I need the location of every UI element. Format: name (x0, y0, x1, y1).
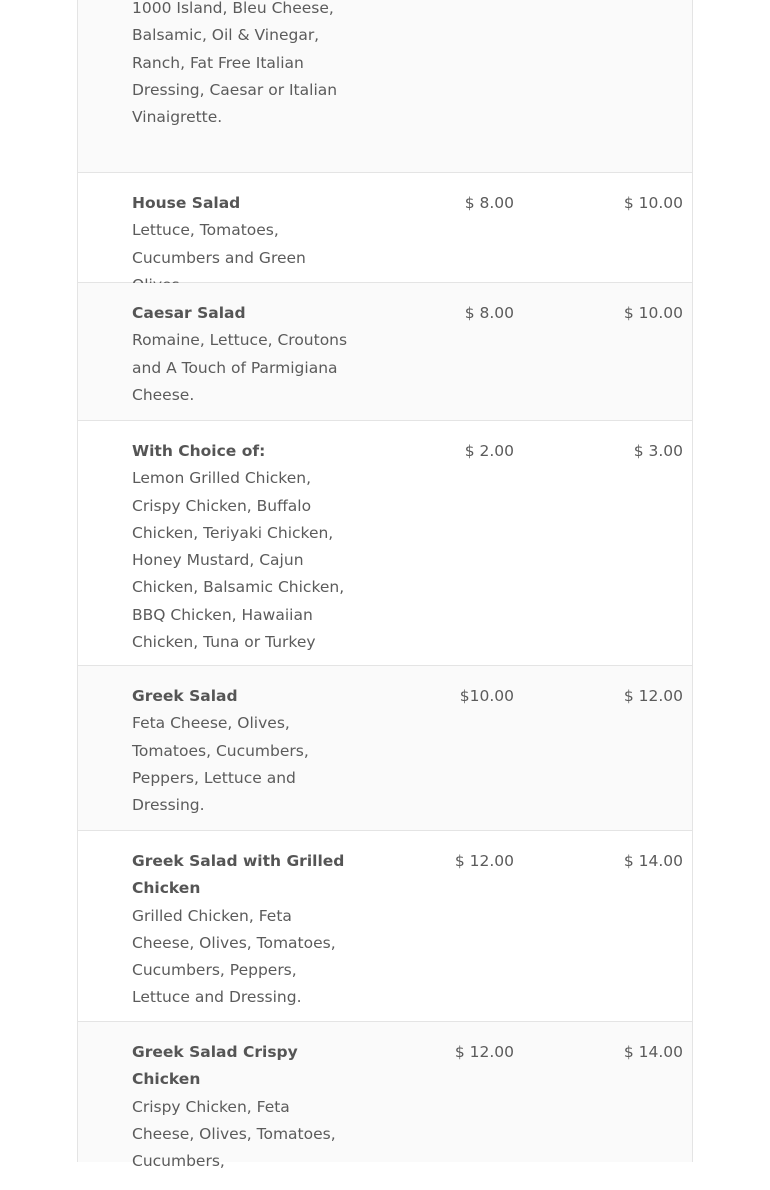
item-name: Greek Salad Crispy Chicken (132, 1043, 298, 1089)
item-name: Caesar Salad (132, 304, 246, 322)
item-name: With Choice of: (132, 442, 266, 460)
item-description: Lemon Grilled Chicken, Crispy Chicken, Buffalo Chicken, Teriyaki Chicken, Honey Mustard, Cajun Chicken, Balsamic Chicken, BBQ Chicken, Hawaiian Chicken, Tuna or Turkey (132, 469, 345, 652)
salad-menu-table (77, 0, 693, 1171)
price-small: $ 8.00 (464, 304, 514, 322)
item-name: Greek Salad with Grilled Chicken (132, 852, 345, 898)
menu-row-house-salad (78, 173, 692, 283)
price-small: $ 12.00 (454, 852, 514, 870)
item-description: Grilled Chicken, Feta Cheese, Olives, Tomatoes, Cucumbers, Peppers, Lettuce and Dressing. (132, 906, 336, 1007)
menu-row-greek-crispy-chicken (78, 1022, 692, 1171)
item-name: Greek Salad (132, 687, 238, 705)
menu-row-greek-grilled-chicken (78, 831, 692, 1022)
price-small: $10.00 (459, 687, 514, 705)
item-description: Lettuce, Tomatoes, Cucumbers and Green (132, 221, 306, 267)
price-small: $ 8.00 (464, 194, 514, 212)
price-large: $ 10.00 (623, 194, 683, 212)
menu-row-caesar-salad (78, 283, 692, 421)
item-description: 1000 Island, Bleu Cheese, Balsamic, Oil & Vinegar, Ranch, Fat Free Italian Dressing, Caesar or Italian Vinaigrette. (132, 0, 338, 127)
item-description: Feta Cheese, Olives, Tomatoes, Cucumbers, Peppers, Lettuce and Dressing. (132, 714, 309, 815)
price-large: $ 14.00 (623, 1043, 683, 1061)
price-small: $ 2.00 (464, 442, 514, 460)
menu-row-chicken-choice (78, 421, 692, 666)
price-large: $ 3.00 (633, 442, 683, 460)
price-large: $ 10.00 (623, 304, 683, 322)
price-large: $ 14.00 (623, 852, 683, 870)
price-large: $ 12.00 (623, 687, 683, 705)
item-description: Crispy Chicken, Feta Cheese, Olives, Tomatoes, Cucumbers, (132, 1097, 336, 1171)
item-name: House Salad (132, 194, 241, 212)
menu-row-greek-salad (78, 666, 692, 831)
item-description: Romaine, Lettuce, Croutons and A Touch of Parmigiana Cheese. (132, 331, 348, 404)
price-small: $ 12.00 (454, 1043, 514, 1061)
menu-row-dressings (78, 0, 692, 173)
